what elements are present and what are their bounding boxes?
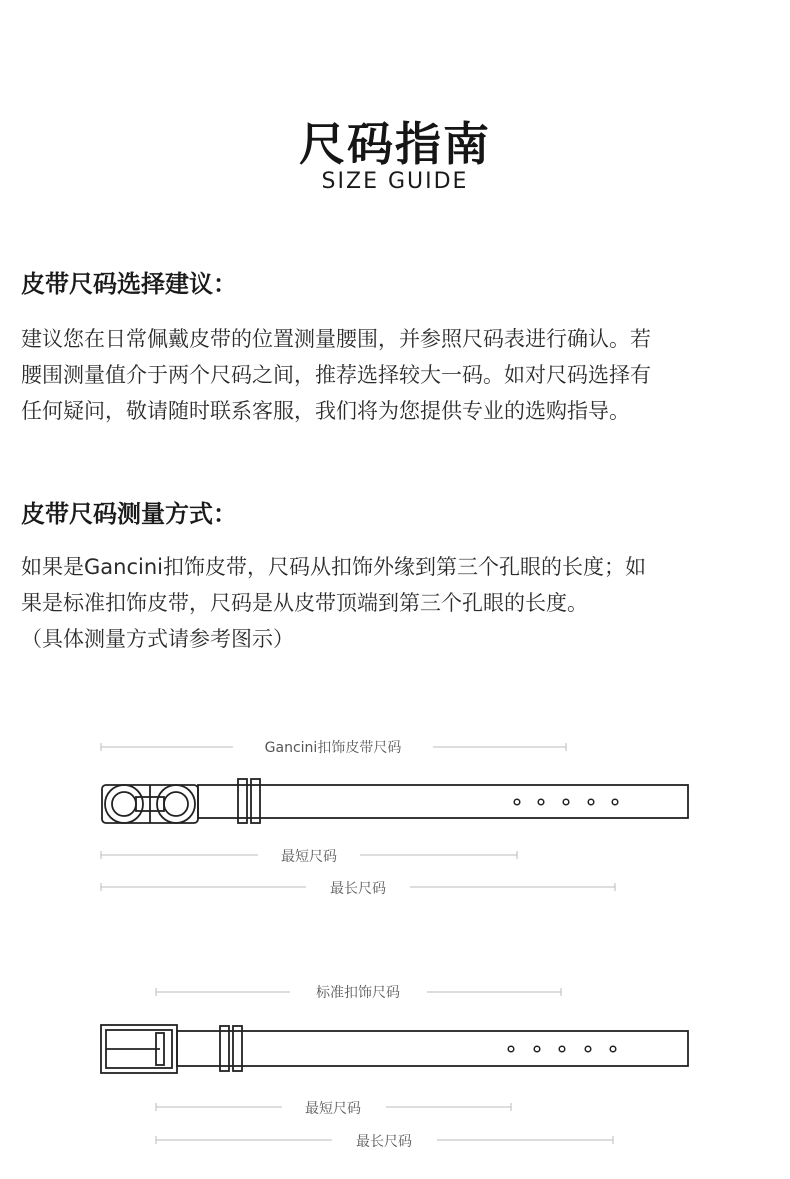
section-heading-measurement: 皮带尺码测量方式： xyxy=(21,500,237,528)
gancini-belt-diagram xyxy=(0,730,790,900)
standard-belt-diagram xyxy=(0,975,790,1150)
text-line: 腰围测量值介于两个尺码之间，推荐选择较大一码。如对尺码选择有 xyxy=(21,363,651,387)
text-line: 任何疑问，敬请随时联系客服，我们将为您提供专业的选购指导。 xyxy=(21,399,630,423)
gancini-size-label: Gancini扣饰皮带尺码 xyxy=(264,740,402,756)
page-subtitle: SIZE GUIDE xyxy=(321,169,469,194)
belt-strap xyxy=(177,1026,688,1071)
measurement-method-text xyxy=(21,549,773,657)
belt-holes xyxy=(514,799,618,805)
belt-strap xyxy=(198,779,688,823)
text-line: （具体测量方式请参考图示） xyxy=(21,627,294,651)
standard-size-label: 标准扣饰尺码 xyxy=(316,985,400,1001)
belt-holes xyxy=(508,1046,616,1052)
longest-size-label: 最长尺码 xyxy=(330,881,386,897)
text-line: 如果是Gancini扣饰皮带，尺码从扣饰外缘到第三个孔眼的长度；如 xyxy=(21,555,646,579)
text-line: 建议您在日常佩戴皮带的位置测量腰围，并参照尺码表进行确认。若 xyxy=(21,327,651,351)
shortest-size-label: 最短尺码 xyxy=(281,849,337,865)
selection-advice-text xyxy=(21,321,773,429)
shortest-size-label: 最短尺码 xyxy=(305,1101,361,1117)
section-heading-selection: 皮带尺码选择建议： xyxy=(21,270,237,298)
text-line: 果是标准扣饰皮带，尺码是从皮带顶端到第三个孔眼的长度。 xyxy=(21,591,588,615)
pin-buckle-icon xyxy=(101,1025,177,1073)
longest-size-label: 最长尺码 xyxy=(356,1134,412,1150)
gancini-buckle-icon xyxy=(102,785,198,823)
page-title: 尺码指南 xyxy=(299,117,491,171)
